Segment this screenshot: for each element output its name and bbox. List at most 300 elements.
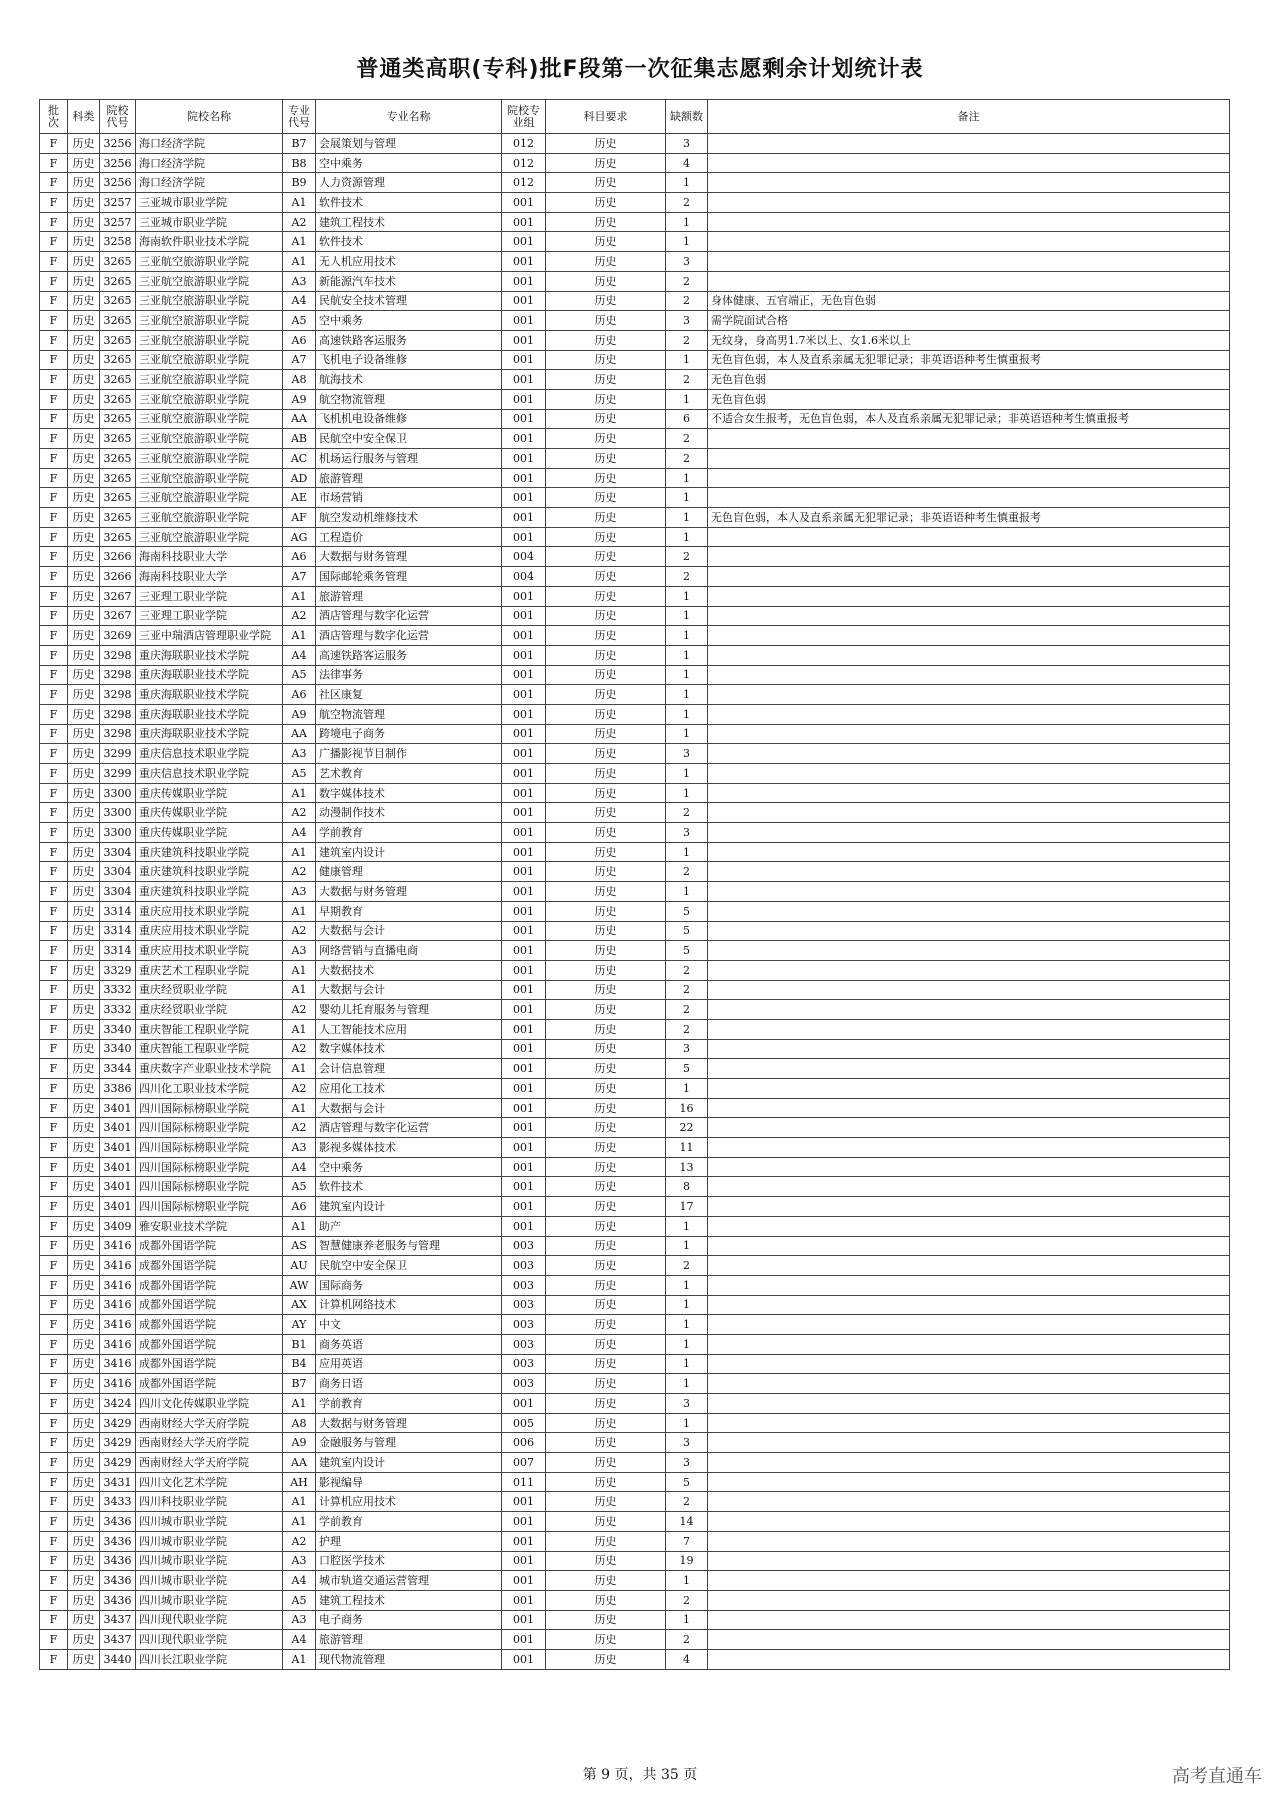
cell-school-code: 3266 — [100, 567, 136, 587]
cell-subject-req: 历史 — [546, 1000, 666, 1020]
cell-school-code: 3429 — [100, 1413, 136, 1433]
cell-major-group: 001 — [502, 645, 546, 665]
cell-batch: F — [40, 783, 68, 803]
cell-category: 历史 — [68, 1177, 100, 1197]
cell-school-name: 重庆数字产业职业技术学院 — [136, 1059, 283, 1079]
cell-major-code: A5 — [283, 665, 316, 685]
cell-major-name: 大数据与财务管理 — [316, 547, 502, 567]
cell-remarks — [708, 1138, 1230, 1158]
cell-remarks — [708, 1236, 1230, 1256]
cell-batch: F — [40, 1492, 68, 1512]
cell-vacancy: 1 — [666, 704, 708, 724]
cell-school-code: 3298 — [100, 685, 136, 705]
cell-remarks — [708, 1275, 1230, 1295]
cell-batch: F — [40, 173, 68, 193]
cell-remarks — [708, 1630, 1230, 1650]
cell-category: 历史 — [68, 1590, 100, 1610]
cell-major-name: 护理 — [316, 1531, 502, 1551]
cell-subject-req: 历史 — [546, 1649, 666, 1669]
cell-school-code: 3344 — [100, 1059, 136, 1079]
cell-school-code: 3265 — [100, 252, 136, 272]
cell-major-name: 现代物流管理 — [316, 1649, 502, 1669]
cell-school-name: 四川长江职业学院 — [136, 1649, 283, 1669]
table-row — [40, 1039, 1230, 1059]
table-row — [40, 1374, 1230, 1394]
cell-vacancy: 1 — [666, 1571, 708, 1591]
cell-subject-req: 历史 — [546, 764, 666, 784]
cell-school-name: 重庆应用技术职业学院 — [136, 921, 283, 941]
cell-vacancy: 1 — [666, 468, 708, 488]
cell-major-code: A1 — [283, 1512, 316, 1532]
cell-major-code: A1 — [283, 193, 316, 213]
cell-school-name: 重庆信息技术职业学院 — [136, 744, 283, 764]
page-number: 第 9 页，共 35 页 — [582, 1767, 698, 1783]
cell-category: 历史 — [68, 567, 100, 587]
cell-school-name: 三亚理工职业学院 — [136, 606, 283, 626]
plan-table — [39, 99, 1230, 1670]
cell-remarks — [708, 1649, 1230, 1669]
cell-batch: F — [40, 586, 68, 606]
cell-major-group: 001 — [502, 882, 546, 902]
table-row — [40, 1590, 1230, 1610]
table-row — [40, 1157, 1230, 1177]
cell-batch: F — [40, 1079, 68, 1099]
cell-school-code: 3265 — [100, 291, 136, 311]
table-row — [40, 1433, 1230, 1453]
cell-remarks — [708, 960, 1230, 980]
cell-major-name: 动漫制作技术 — [316, 803, 502, 823]
cell-major-code: AH — [283, 1472, 316, 1492]
cell-school-code: 3256 — [100, 134, 136, 154]
cell-school-code: 3265 — [100, 449, 136, 469]
cell-major-code: A2 — [283, 1079, 316, 1099]
cell-school-name: 重庆应用技术职业学院 — [136, 901, 283, 921]
cell-school-name: 海南科技职业大学 — [136, 547, 283, 567]
cell-category: 历史 — [68, 1197, 100, 1217]
cell-major-group: 003 — [502, 1334, 546, 1354]
cell-major-name: 金融服务与管理 — [316, 1433, 502, 1453]
cell-major-code: AE — [283, 488, 316, 508]
cell-category: 历史 — [68, 1354, 100, 1374]
cell-major-name: 影视多媒体技术 — [316, 1138, 502, 1158]
cell-major-code: B9 — [283, 173, 316, 193]
cell-remarks — [708, 1019, 1230, 1039]
cell-batch: F — [40, 449, 68, 469]
cell-category: 历史 — [68, 626, 100, 646]
cell-vacancy: 16 — [666, 1098, 708, 1118]
cell-school-code: 3386 — [100, 1079, 136, 1099]
table-row — [40, 626, 1230, 646]
cell-major-group: 012 — [502, 153, 546, 173]
cell-major-group: 001 — [502, 232, 546, 252]
table-row — [40, 173, 1230, 193]
cell-major-name: 旅游管理 — [316, 1630, 502, 1650]
cell-major-group: 001 — [502, 409, 546, 429]
cell-major-group: 003 — [502, 1354, 546, 1374]
cell-major-code: AS — [283, 1236, 316, 1256]
cell-major-name: 法律事务 — [316, 665, 502, 685]
cell-school-name: 重庆海联职业技术学院 — [136, 665, 283, 685]
cell-major-group: 001 — [502, 508, 546, 528]
table-row — [40, 409, 1230, 429]
cell-major-name: 大数据与会计 — [316, 921, 502, 941]
cell-batch: F — [40, 429, 68, 449]
cell-major-group: 001 — [502, 901, 546, 921]
cell-major-group: 001 — [502, 1394, 546, 1414]
table-row — [40, 350, 1230, 370]
cell-major-name: 酒店管理与数字化运营 — [316, 626, 502, 646]
table-row — [40, 941, 1230, 961]
cell-school-code: 3265 — [100, 389, 136, 409]
cell-major-name: 大数据与财务管理 — [316, 882, 502, 902]
cell-remarks — [708, 1098, 1230, 1118]
table-row — [40, 547, 1230, 567]
cell-vacancy: 1 — [666, 389, 708, 409]
table-row — [40, 1236, 1230, 1256]
cell-category: 历史 — [68, 586, 100, 606]
table-row — [40, 606, 1230, 626]
cell-school-code: 3314 — [100, 901, 136, 921]
cell-school-name: 四川国际标榜职业学院 — [136, 1118, 283, 1138]
cell-major-group: 001 — [502, 1571, 546, 1591]
cell-remarks — [708, 744, 1230, 764]
cell-subject-req: 历史 — [546, 468, 666, 488]
cell-vacancy: 1 — [666, 724, 708, 744]
cell-major-group: 001 — [502, 1019, 546, 1039]
table-row — [40, 468, 1230, 488]
cell-vacancy: 1 — [666, 606, 708, 626]
header-category: 科类 — [68, 100, 100, 134]
cell-major-code: A7 — [283, 567, 316, 587]
cell-subject-req: 历史 — [546, 271, 666, 291]
cell-major-code: A1 — [283, 1649, 316, 1669]
cell-subject-req: 历史 — [546, 941, 666, 961]
cell-major-code: A3 — [283, 1138, 316, 1158]
cell-school-code: 3416 — [100, 1354, 136, 1374]
cell-subject-req: 历史 — [546, 626, 666, 646]
cell-school-code: 3416 — [100, 1236, 136, 1256]
cell-major-code: A3 — [283, 882, 316, 902]
cell-remarks — [708, 567, 1230, 587]
cell-major-name: 建筑工程技术 — [316, 1590, 502, 1610]
cell-school-name: 海口经济学院 — [136, 153, 283, 173]
cell-vacancy: 1 — [666, 232, 708, 252]
cell-school-name: 四川城市职业学院 — [136, 1571, 283, 1591]
cell-batch: F — [40, 389, 68, 409]
cell-school-name: 重庆智能工程职业学院 — [136, 1019, 283, 1039]
cell-school-name: 重庆经贸职业学院 — [136, 980, 283, 1000]
cell-school-code: 3269 — [100, 626, 136, 646]
cell-category: 历史 — [68, 153, 100, 173]
cell-school-code: 3265 — [100, 370, 136, 390]
cell-vacancy: 7 — [666, 1531, 708, 1551]
cell-batch: F — [40, 1216, 68, 1236]
cell-school-code: 3416 — [100, 1334, 136, 1354]
cell-remarks — [708, 764, 1230, 784]
cell-remarks — [708, 1374, 1230, 1394]
cell-school-code: 3436 — [100, 1590, 136, 1610]
cell-remarks: 不适合女生报考，无色盲色弱，本人及直系亲属无犯罪记录；非英语语种考生慎重报考 — [708, 409, 1230, 429]
table-row — [40, 665, 1230, 685]
cell-batch: F — [40, 665, 68, 685]
cell-major-group: 001 — [502, 429, 546, 449]
cell-batch: F — [40, 1197, 68, 1217]
cell-major-code: A1 — [283, 626, 316, 646]
cell-major-name: 飞机机电设备维修 — [316, 409, 502, 429]
cell-vacancy: 2 — [666, 547, 708, 567]
cell-major-name: 酒店管理与数字化运营 — [316, 1118, 502, 1138]
cell-school-code: 3304 — [100, 882, 136, 902]
cell-major-code: A8 — [283, 370, 316, 390]
cell-major-code: A4 — [283, 1157, 316, 1177]
cell-category: 历史 — [68, 134, 100, 154]
table-row — [40, 1571, 1230, 1591]
table-row — [40, 1630, 1230, 1650]
cell-remarks — [708, 1590, 1230, 1610]
cell-school-code: 3401 — [100, 1118, 136, 1138]
cell-school-code: 3401 — [100, 1138, 136, 1158]
cell-school-code: 3340 — [100, 1039, 136, 1059]
cell-vacancy: 1 — [666, 1275, 708, 1295]
header-remarks: 备注 — [708, 100, 1230, 134]
cell-remarks — [708, 1118, 1230, 1138]
cell-batch: F — [40, 468, 68, 488]
cell-major-code: A1 — [283, 586, 316, 606]
cell-batch: F — [40, 134, 68, 154]
cell-subject-req: 历史 — [546, 508, 666, 528]
cell-school-code: 3304 — [100, 842, 136, 862]
cell-remarks: 无色盲色弱，本人及直系亲属无犯罪记录；非英语语种考生慎重报考 — [708, 508, 1230, 528]
cell-vacancy: 2 — [666, 330, 708, 350]
cell-school-code: 3416 — [100, 1374, 136, 1394]
cell-remarks — [708, 1394, 1230, 1414]
cell-school-name: 四川城市职业学院 — [136, 1531, 283, 1551]
cell-school-name: 三亚城市职业学院 — [136, 193, 283, 213]
cell-batch: F — [40, 153, 68, 173]
cell-major-code: AA — [283, 1453, 316, 1473]
cell-subject-req: 历史 — [546, 311, 666, 331]
cell-school-name: 重庆海联职业技术学院 — [136, 645, 283, 665]
cell-subject-req: 历史 — [546, 1531, 666, 1551]
cell-category: 历史 — [68, 744, 100, 764]
cell-major-name: 艺术教育 — [316, 764, 502, 784]
cell-batch: F — [40, 370, 68, 390]
cell-major-group: 001 — [502, 1039, 546, 1059]
cell-vacancy: 4 — [666, 153, 708, 173]
cell-major-name: 跨境电子商务 — [316, 724, 502, 744]
cell-vacancy: 1 — [666, 350, 708, 370]
cell-category: 历史 — [68, 803, 100, 823]
cell-remarks — [708, 1531, 1230, 1551]
cell-major-name: 助产 — [316, 1216, 502, 1236]
cell-batch: F — [40, 1315, 68, 1335]
cell-subject-req: 历史 — [546, 488, 666, 508]
cell-remarks — [708, 429, 1230, 449]
table-row — [40, 1492, 1230, 1512]
cell-subject-req: 历史 — [546, 527, 666, 547]
cell-vacancy: 2 — [666, 1590, 708, 1610]
table-row — [40, 212, 1230, 232]
cell-subject-req: 历史 — [546, 449, 666, 469]
cell-category: 历史 — [68, 1433, 100, 1453]
cell-major-code: A5 — [283, 1177, 316, 1197]
cell-remarks — [708, 606, 1230, 626]
cell-major-name: 商务英语 — [316, 1334, 502, 1354]
cell-school-name: 重庆经贸职业学院 — [136, 1000, 283, 1020]
cell-batch: F — [40, 1236, 68, 1256]
cell-major-code: AC — [283, 449, 316, 469]
cell-subject-req: 历史 — [546, 1236, 666, 1256]
cell-category: 历史 — [68, 1610, 100, 1630]
cell-major-code: AB — [283, 429, 316, 449]
cell-remarks — [708, 271, 1230, 291]
cell-remarks — [708, 1079, 1230, 1099]
cell-batch: F — [40, 764, 68, 784]
cell-major-group: 003 — [502, 1315, 546, 1335]
cell-batch: F — [40, 960, 68, 980]
cell-school-name: 成都外国语学院 — [136, 1236, 283, 1256]
cell-major-code: A2 — [283, 1000, 316, 1020]
cell-school-code: 3265 — [100, 488, 136, 508]
cell-batch: F — [40, 409, 68, 429]
cell-category: 历史 — [68, 606, 100, 626]
cell-remarks — [708, 488, 1230, 508]
cell-major-group: 004 — [502, 567, 546, 587]
cell-major-code: A1 — [283, 232, 316, 252]
cell-major-group: 001 — [502, 212, 546, 232]
cell-subject-req: 历史 — [546, 291, 666, 311]
cell-remarks — [708, 1354, 1230, 1374]
cell-batch: F — [40, 1394, 68, 1414]
cell-remarks — [708, 252, 1230, 272]
cell-major-group: 012 — [502, 134, 546, 154]
cell-major-name: 大数据与会计 — [316, 1098, 502, 1118]
cell-remarks — [708, 1610, 1230, 1630]
cell-vacancy: 1 — [666, 1236, 708, 1256]
cell-major-group: 003 — [502, 1374, 546, 1394]
cell-vacancy: 8 — [666, 1177, 708, 1197]
cell-category: 历史 — [68, 468, 100, 488]
table-row — [40, 1019, 1230, 1039]
cell-school-name: 三亚航空旅游职业学院 — [136, 252, 283, 272]
cell-major-code: A2 — [283, 1118, 316, 1138]
cell-batch: F — [40, 508, 68, 528]
cell-subject-req: 历史 — [546, 645, 666, 665]
cell-subject-req: 历史 — [546, 330, 666, 350]
cell-major-code: A5 — [283, 764, 316, 784]
cell-major-code: A2 — [283, 862, 316, 882]
cell-major-code: A1 — [283, 960, 316, 980]
cell-category: 历史 — [68, 330, 100, 350]
cell-major-group: 003 — [502, 1236, 546, 1256]
cell-school-name: 重庆信息技术职业学院 — [136, 764, 283, 784]
cell-batch: F — [40, 330, 68, 350]
cell-school-code: 3332 — [100, 1000, 136, 1020]
cell-vacancy: 2 — [666, 370, 708, 390]
table-row — [40, 1551, 1230, 1571]
cell-major-group: 001 — [502, 1000, 546, 1020]
cell-major-name: 空中乘务 — [316, 311, 502, 331]
cell-category: 历史 — [68, 1374, 100, 1394]
cell-major-group: 001 — [502, 1630, 546, 1650]
cell-subject-req: 历史 — [546, 193, 666, 213]
cell-subject-req: 历史 — [546, 1433, 666, 1453]
cell-major-group: 001 — [502, 330, 546, 350]
table-row — [40, 882, 1230, 902]
cell-major-code: B7 — [283, 134, 316, 154]
cell-batch: F — [40, 1177, 68, 1197]
table-row — [40, 153, 1230, 173]
cell-school-code: 3431 — [100, 1472, 136, 1492]
cell-school-name: 成都外国语学院 — [136, 1295, 283, 1315]
cell-school-code: 3332 — [100, 980, 136, 1000]
cell-batch: F — [40, 606, 68, 626]
cell-remarks — [708, 1197, 1230, 1217]
cell-batch: F — [40, 744, 68, 764]
cell-major-code: A6 — [283, 685, 316, 705]
cell-major-group: 001 — [502, 252, 546, 272]
cell-major-code: A5 — [283, 1590, 316, 1610]
cell-subject-req: 历史 — [546, 704, 666, 724]
cell-major-code: AX — [283, 1295, 316, 1315]
cell-category: 历史 — [68, 1571, 100, 1591]
cell-subject-req: 历史 — [546, 153, 666, 173]
cell-subject-req: 历史 — [546, 1571, 666, 1591]
cell-major-name: 软件技术 — [316, 1177, 502, 1197]
cell-category: 历史 — [68, 921, 100, 941]
table-row — [40, 1098, 1230, 1118]
table-row — [40, 389, 1230, 409]
cell-major-group: 012 — [502, 173, 546, 193]
cell-school-code: 3300 — [100, 803, 136, 823]
table-row — [40, 685, 1230, 705]
cell-batch: F — [40, 271, 68, 291]
cell-category: 历史 — [68, 764, 100, 784]
cell-remarks — [708, 665, 1230, 685]
cell-school-code: 3298 — [100, 645, 136, 665]
cell-subject-req: 历史 — [546, 409, 666, 429]
cell-major-code: AD — [283, 468, 316, 488]
cell-major-code: A6 — [283, 547, 316, 567]
cell-school-name: 三亚航空旅游职业学院 — [136, 389, 283, 409]
table-row — [40, 586, 1230, 606]
cell-school-code: 3299 — [100, 764, 136, 784]
cell-subject-req: 历史 — [546, 1019, 666, 1039]
cell-category: 历史 — [68, 1019, 100, 1039]
cell-school-name: 四川文化艺术学院 — [136, 1472, 283, 1492]
cell-school-code: 3256 — [100, 153, 136, 173]
cell-school-name: 海口经济学院 — [136, 134, 283, 154]
cell-remarks — [708, 1039, 1230, 1059]
cell-remarks — [708, 1472, 1230, 1492]
cell-vacancy: 2 — [666, 1000, 708, 1020]
cell-subject-req: 历史 — [546, 1394, 666, 1414]
cell-subject-req: 历史 — [546, 901, 666, 921]
cell-school-code: 3265 — [100, 527, 136, 547]
cell-school-code: 3258 — [100, 232, 136, 252]
cell-major-group: 001 — [502, 350, 546, 370]
cell-vacancy: 3 — [666, 1453, 708, 1473]
cell-category: 历史 — [68, 685, 100, 705]
cell-batch: F — [40, 980, 68, 1000]
cell-school-code: 3267 — [100, 586, 136, 606]
cell-vacancy: 1 — [666, 685, 708, 705]
cell-school-name: 三亚航空旅游职业学院 — [136, 527, 283, 547]
cell-school-code: 3265 — [100, 271, 136, 291]
table-row — [40, 271, 1230, 291]
cell-major-group: 001 — [502, 449, 546, 469]
cell-major-group: 003 — [502, 1256, 546, 1276]
